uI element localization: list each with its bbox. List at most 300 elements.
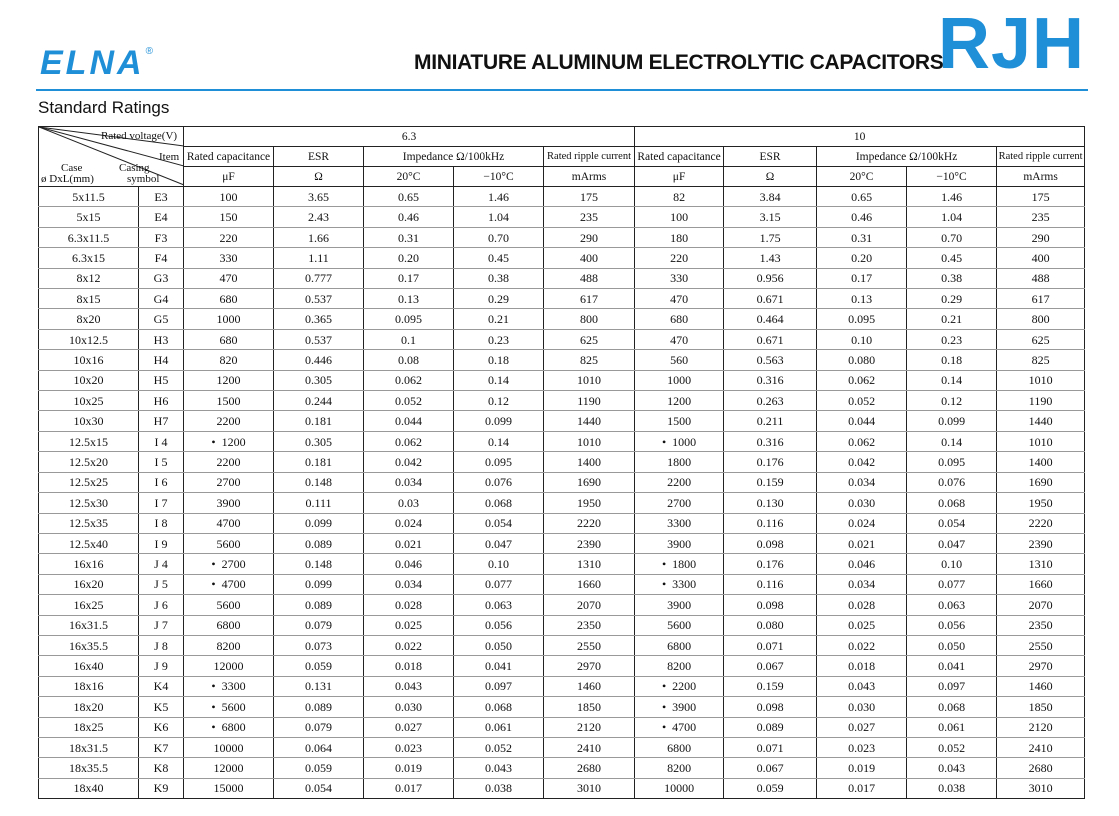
table-cell bbox=[907, 207, 997, 227]
table-cell bbox=[544, 493, 635, 513]
cell-value: J 6 bbox=[154, 597, 168, 612]
cell-value: 0.067 bbox=[756, 761, 784, 776]
cell-value: 8200 bbox=[216, 638, 241, 653]
cell-value: 0.176 bbox=[756, 454, 784, 469]
cell-value: 0.29 bbox=[488, 291, 509, 306]
cell-value: 2120 bbox=[1028, 720, 1053, 735]
table-cell bbox=[817, 289, 907, 309]
cell-value: 470 bbox=[670, 332, 689, 347]
table-cell bbox=[635, 227, 724, 247]
cell-value: 0.023 bbox=[848, 740, 876, 755]
cell-value: 0.1 bbox=[401, 332, 416, 347]
table-cell bbox=[817, 248, 907, 268]
table-cell bbox=[817, 370, 907, 390]
table-cell bbox=[635, 289, 724, 309]
table-cell bbox=[39, 391, 139, 411]
cell-value: 1950 bbox=[577, 495, 602, 510]
table-cell bbox=[184, 717, 274, 737]
table-cell bbox=[997, 248, 1085, 268]
table-cell bbox=[817, 513, 907, 533]
cell-value: 1460 bbox=[1028, 679, 1053, 694]
header-corner-cell bbox=[39, 127, 184, 187]
cell-value: 2200 bbox=[216, 454, 241, 469]
table-row bbox=[39, 350, 1085, 370]
cell-value: 0.45 bbox=[488, 250, 509, 265]
table-cell bbox=[364, 309, 454, 329]
table-cell bbox=[274, 513, 364, 533]
table-cell bbox=[39, 309, 139, 329]
cell-value: 0.056 bbox=[485, 618, 512, 633]
cell-value: 0.019 bbox=[395, 761, 422, 776]
cell-value: I 6 bbox=[154, 475, 168, 490]
cell-value: 0.45 bbox=[941, 250, 963, 265]
table-row bbox=[39, 656, 1085, 676]
table-cell bbox=[454, 676, 544, 696]
table-row bbox=[39, 513, 1085, 533]
cell-value: 16x25 bbox=[73, 597, 104, 612]
table-cell bbox=[39, 227, 139, 247]
table-cell bbox=[635, 513, 724, 533]
cell-value: 470 bbox=[219, 271, 238, 286]
cell-value: 6.3x15 bbox=[72, 250, 105, 265]
table-cell bbox=[364, 615, 454, 635]
cell-value: 0.041 bbox=[938, 659, 966, 674]
cell-value: 2070 bbox=[577, 597, 602, 612]
table-cell bbox=[139, 207, 184, 227]
cell-value: 0.148 bbox=[305, 475, 332, 490]
table-cell bbox=[139, 676, 184, 696]
table-cell bbox=[635, 533, 724, 553]
cell-value: 0.079 bbox=[305, 618, 332, 633]
cell-value: 0.061 bbox=[485, 720, 512, 735]
cell-value: K5 bbox=[153, 699, 169, 714]
cell-value: 0.030 bbox=[395, 699, 422, 714]
table-cell bbox=[184, 595, 274, 615]
cell-value: 0.079 bbox=[305, 720, 332, 735]
cell-value: 1850 bbox=[1028, 699, 1053, 714]
table-cell bbox=[544, 717, 635, 737]
cell-value: 1000 bbox=[672, 434, 697, 449]
table-cell bbox=[139, 431, 184, 451]
table-cell bbox=[39, 289, 139, 309]
unit-header-row bbox=[39, 167, 1085, 187]
table-cell bbox=[544, 289, 635, 309]
cell-value: 1.75 bbox=[759, 230, 781, 245]
cell-value: K9 bbox=[153, 781, 169, 796]
table-cell bbox=[139, 309, 184, 329]
cell-value: 0.043 bbox=[395, 679, 422, 694]
cell-value: 0.20 bbox=[398, 250, 419, 265]
table-cell bbox=[997, 289, 1085, 309]
cell-value: 0.024 bbox=[395, 516, 422, 531]
impedance-header: Impedance Ω/100kHz bbox=[817, 147, 997, 167]
cell-value: 0.21 bbox=[941, 312, 963, 327]
cell-value: 6800 bbox=[667, 740, 692, 755]
unit-20c: 20°C bbox=[364, 167, 454, 187]
cell-value: 3300 bbox=[672, 577, 697, 592]
cell-value: 0.263 bbox=[756, 393, 784, 408]
table-cell bbox=[139, 391, 184, 411]
table-cell bbox=[274, 758, 364, 778]
table-cell bbox=[907, 391, 997, 411]
table-cell bbox=[184, 513, 274, 533]
table-cell bbox=[544, 207, 635, 227]
cell-value: 0.537 bbox=[305, 291, 332, 306]
cell-value: 0.14 bbox=[941, 434, 963, 449]
cell-value: 0.068 bbox=[485, 495, 512, 510]
cell-value: 0.062 bbox=[395, 434, 422, 449]
table-cell bbox=[139, 268, 184, 288]
table-cell bbox=[274, 248, 364, 268]
table-cell bbox=[724, 737, 817, 757]
table-cell bbox=[184, 289, 274, 309]
table-cell bbox=[454, 717, 544, 737]
cell-value: 0.077 bbox=[485, 577, 512, 592]
table-cell bbox=[724, 513, 817, 533]
table-cell bbox=[364, 431, 454, 451]
table-cell bbox=[139, 554, 184, 574]
table-cell bbox=[817, 472, 907, 492]
cell-value: 0.034 bbox=[395, 475, 422, 490]
cell-value: 5x11.5 bbox=[72, 189, 105, 204]
cell-value: 0.068 bbox=[938, 699, 966, 714]
table-cell bbox=[184, 758, 274, 778]
cell-value: 2410 bbox=[577, 740, 602, 755]
cell-value: 0.089 bbox=[756, 720, 784, 735]
table-row bbox=[39, 697, 1085, 717]
table-cell bbox=[997, 227, 1085, 247]
cell-value: 1010 bbox=[577, 373, 602, 388]
table-cell bbox=[139, 737, 184, 757]
bullet-marker: • bbox=[211, 720, 216, 735]
table-cell bbox=[39, 574, 139, 594]
table-cell bbox=[274, 493, 364, 513]
unit-20c: 20°C bbox=[817, 167, 907, 187]
table-row bbox=[39, 268, 1085, 288]
table-cell bbox=[817, 676, 907, 696]
table-cell bbox=[907, 370, 997, 390]
table-cell bbox=[544, 533, 635, 553]
cell-value: 0.095 bbox=[938, 454, 966, 469]
table-cell bbox=[817, 268, 907, 288]
unit-uf: μF bbox=[635, 167, 724, 187]
table-cell bbox=[817, 778, 907, 798]
cell-value: 0.027 bbox=[395, 720, 422, 735]
cell-value: 2550 bbox=[577, 638, 602, 653]
cell-value: 1190 bbox=[577, 393, 601, 408]
table-cell bbox=[724, 533, 817, 553]
table-cell bbox=[364, 737, 454, 757]
table-cell bbox=[724, 595, 817, 615]
cell-value: 5600 bbox=[667, 618, 692, 633]
table-cell bbox=[997, 513, 1085, 533]
table-cell bbox=[907, 778, 997, 798]
cell-value: 0.043 bbox=[485, 761, 512, 776]
cell-value: 2680 bbox=[1028, 761, 1053, 776]
cell-value: 0.46 bbox=[398, 210, 419, 225]
table-cell bbox=[364, 268, 454, 288]
table-cell bbox=[274, 411, 364, 431]
cell-value: 18x16 bbox=[73, 679, 104, 694]
cell-value: 0.073 bbox=[305, 638, 332, 653]
cell-value: 0.044 bbox=[395, 414, 422, 429]
cell-value: 0.211 bbox=[756, 414, 784, 429]
standard-ratings-table bbox=[38, 126, 1085, 799]
table-cell bbox=[139, 289, 184, 309]
table-cell bbox=[454, 574, 544, 594]
cell-value: 0.071 bbox=[756, 638, 784, 653]
table-cell bbox=[39, 595, 139, 615]
table-cell bbox=[907, 431, 997, 451]
table-row bbox=[39, 309, 1085, 329]
table-cell bbox=[39, 513, 139, 533]
table-cell bbox=[724, 574, 817, 594]
table-cell bbox=[635, 635, 724, 655]
table-cell bbox=[997, 615, 1085, 635]
table-cell bbox=[364, 289, 454, 309]
cell-value: 2070 bbox=[1028, 597, 1053, 612]
cell-value: 3900 bbox=[667, 597, 692, 612]
table-row bbox=[39, 411, 1085, 431]
cell-value: 2700 bbox=[221, 557, 246, 572]
cell-value: I 5 bbox=[154, 454, 168, 469]
cell-value: K6 bbox=[153, 720, 169, 735]
table-cell bbox=[364, 758, 454, 778]
cell-value: 0.13 bbox=[398, 291, 419, 306]
cell-value: 16x31.5 bbox=[69, 618, 108, 633]
cell-value: 0.671 bbox=[756, 291, 784, 306]
table-cell bbox=[274, 329, 364, 349]
cell-value: 2390 bbox=[577, 536, 602, 551]
table-cell bbox=[724, 717, 817, 737]
cell-value: 0.17 bbox=[398, 271, 419, 286]
cell-value: 1690 bbox=[1028, 475, 1053, 490]
table-cell bbox=[997, 717, 1085, 737]
bullet-marker: • bbox=[661, 557, 667, 572]
cell-value: J 8 bbox=[154, 638, 168, 653]
table-cell bbox=[997, 411, 1085, 431]
cell-value: G3 bbox=[153, 271, 169, 286]
cell-value: 15000 bbox=[213, 781, 244, 796]
cell-value: 0.305 bbox=[305, 373, 332, 388]
cell-value: 1190 bbox=[1028, 393, 1053, 408]
cell-value: 0.044 bbox=[848, 414, 876, 429]
cell-value: 1310 bbox=[1028, 557, 1053, 572]
cell-value: 1.46 bbox=[488, 189, 509, 204]
table-cell bbox=[139, 370, 184, 390]
table-cell bbox=[724, 411, 817, 431]
cell-value: 1010 bbox=[1028, 373, 1053, 388]
table-cell bbox=[907, 513, 997, 533]
item-label: Item bbox=[159, 151, 180, 163]
table-cell bbox=[364, 472, 454, 492]
cell-value: 0.047 bbox=[485, 536, 512, 551]
cell-value: 4700 bbox=[672, 720, 697, 735]
table-cell bbox=[544, 758, 635, 778]
cell-value: 800 bbox=[1031, 312, 1050, 327]
table-cell bbox=[907, 615, 997, 635]
cell-value: F3 bbox=[154, 230, 168, 245]
cell-value: 2970 bbox=[577, 659, 602, 674]
table-cell bbox=[274, 227, 364, 247]
table-cell bbox=[364, 391, 454, 411]
table-cell bbox=[454, 309, 544, 329]
cell-value: 0.089 bbox=[305, 536, 332, 551]
table-cell bbox=[544, 513, 635, 533]
cell-value: 12.5x25 bbox=[69, 475, 108, 490]
cell-value: 1310 bbox=[577, 557, 602, 572]
table-cell bbox=[544, 615, 635, 635]
table-cell bbox=[184, 533, 274, 553]
cell-value: 0.068 bbox=[485, 699, 512, 714]
cell-value: 0.671 bbox=[756, 332, 784, 347]
table-cell bbox=[817, 411, 907, 431]
table-cell bbox=[454, 207, 544, 227]
cell-value: 0.027 bbox=[848, 720, 876, 735]
cell-value: 0.028 bbox=[848, 597, 876, 612]
cell-value: 1950 bbox=[1028, 495, 1053, 510]
table-cell bbox=[544, 370, 635, 390]
table-cell bbox=[454, 248, 544, 268]
table-cell bbox=[997, 370, 1085, 390]
table-cell bbox=[454, 472, 544, 492]
cell-value: H5 bbox=[153, 373, 169, 388]
table-cell bbox=[454, 227, 544, 247]
cell-value: 0.038 bbox=[485, 781, 512, 796]
cell-value: 5x15 bbox=[76, 210, 101, 225]
cell-value: 5600 bbox=[216, 597, 241, 612]
cell-value: 0.068 bbox=[938, 495, 966, 510]
table-cell bbox=[907, 758, 997, 778]
unit-minus10c: −10°C bbox=[907, 167, 997, 187]
cell-value: 10x20 bbox=[73, 373, 104, 388]
table-cell bbox=[907, 452, 997, 472]
table-cell bbox=[39, 431, 139, 451]
table-cell bbox=[39, 493, 139, 513]
cell-value: 1.11 bbox=[308, 250, 329, 265]
table-cell bbox=[274, 554, 364, 574]
cell-value: 1200 bbox=[667, 393, 692, 408]
cell-value: 8200 bbox=[667, 761, 692, 776]
cell-value: 825 bbox=[1031, 352, 1050, 367]
cell-value: 3.65 bbox=[308, 189, 329, 204]
table-cell bbox=[454, 431, 544, 451]
cell-value: 2700 bbox=[667, 495, 692, 510]
table-cell bbox=[274, 431, 364, 451]
cell-value: 0.059 bbox=[756, 781, 784, 796]
cell-value: 0.116 bbox=[756, 577, 784, 592]
table-row bbox=[39, 248, 1085, 268]
table-cell bbox=[364, 411, 454, 431]
table-cell bbox=[997, 737, 1085, 757]
cell-value: 0.159 bbox=[756, 475, 784, 490]
cell-value: 0.305 bbox=[305, 434, 332, 449]
cell-value: 0.29 bbox=[941, 291, 963, 306]
cell-value: 8x12 bbox=[76, 271, 101, 286]
cell-value: 0.052 bbox=[848, 393, 876, 408]
table-cell bbox=[817, 452, 907, 472]
cell-value: 0.097 bbox=[938, 679, 966, 694]
table-cell bbox=[817, 717, 907, 737]
table-cell bbox=[907, 493, 997, 513]
table-row bbox=[39, 778, 1085, 798]
cell-value: 0.063 bbox=[938, 597, 966, 612]
cell-value: 0.18 bbox=[941, 352, 963, 367]
cell-value: 0.052 bbox=[395, 393, 422, 408]
cell-value: 0.025 bbox=[848, 618, 876, 633]
table-row bbox=[39, 554, 1085, 574]
table-cell bbox=[997, 493, 1085, 513]
cell-value: 0.050 bbox=[938, 638, 966, 653]
table-cell bbox=[907, 635, 997, 655]
table-row bbox=[39, 391, 1085, 411]
table-cell bbox=[635, 656, 724, 676]
table-cell bbox=[364, 207, 454, 227]
table-cell bbox=[139, 697, 184, 717]
table-cell bbox=[997, 758, 1085, 778]
cell-value: 0.38 bbox=[941, 271, 963, 286]
cell-value: 0.054 bbox=[485, 516, 512, 531]
cell-value: 1.66 bbox=[308, 230, 329, 245]
table-cell bbox=[907, 289, 997, 309]
cell-value: 2200 bbox=[672, 679, 697, 694]
column-header-row bbox=[39, 147, 1085, 167]
table-cell bbox=[997, 207, 1085, 227]
table-cell bbox=[635, 737, 724, 757]
table-cell bbox=[544, 574, 635, 594]
bullet-marker: • bbox=[661, 577, 667, 592]
cell-value: 0.65 bbox=[398, 189, 419, 204]
table-cell bbox=[184, 268, 274, 288]
cell-value: 0.111 bbox=[305, 495, 332, 510]
table-cell bbox=[39, 676, 139, 696]
cell-value: 470 bbox=[670, 291, 689, 306]
voltage-10-header: 10 bbox=[635, 127, 1085, 147]
cell-value: 2350 bbox=[577, 618, 602, 633]
symbol-label: symbol bbox=[127, 173, 160, 185]
table-cell bbox=[997, 676, 1085, 696]
cell-value: 0.054 bbox=[938, 516, 966, 531]
table-cell bbox=[817, 187, 907, 207]
table-cell bbox=[274, 615, 364, 635]
table-cell bbox=[544, 737, 635, 757]
cell-value: E3 bbox=[154, 189, 168, 204]
cell-value: 330 bbox=[219, 250, 238, 265]
table-cell bbox=[635, 595, 724, 615]
cell-value: 488 bbox=[580, 271, 599, 286]
table-cell bbox=[635, 391, 724, 411]
cell-value: 10000 bbox=[664, 781, 695, 796]
table-cell bbox=[817, 697, 907, 717]
cell-value: 0.099 bbox=[938, 414, 966, 429]
bullet-marker: • bbox=[211, 699, 216, 714]
cell-value: 1.43 bbox=[759, 250, 781, 265]
cell-value: 0.176 bbox=[756, 557, 784, 572]
table-cell bbox=[724, 554, 817, 574]
table-cell bbox=[997, 452, 1085, 472]
cell-value: H4 bbox=[153, 352, 169, 367]
cell-value: H3 bbox=[153, 332, 169, 347]
table-cell bbox=[39, 248, 139, 268]
cell-value: 0.46 bbox=[851, 210, 873, 225]
cell-value: 0.099 bbox=[305, 577, 332, 592]
cell-value: 0.028 bbox=[395, 597, 422, 612]
table-cell bbox=[39, 635, 139, 655]
table-cell bbox=[997, 656, 1085, 676]
cell-value: 825 bbox=[580, 352, 599, 367]
cell-value: 0.030 bbox=[848, 699, 876, 714]
cell-value: 0.181 bbox=[305, 414, 332, 429]
